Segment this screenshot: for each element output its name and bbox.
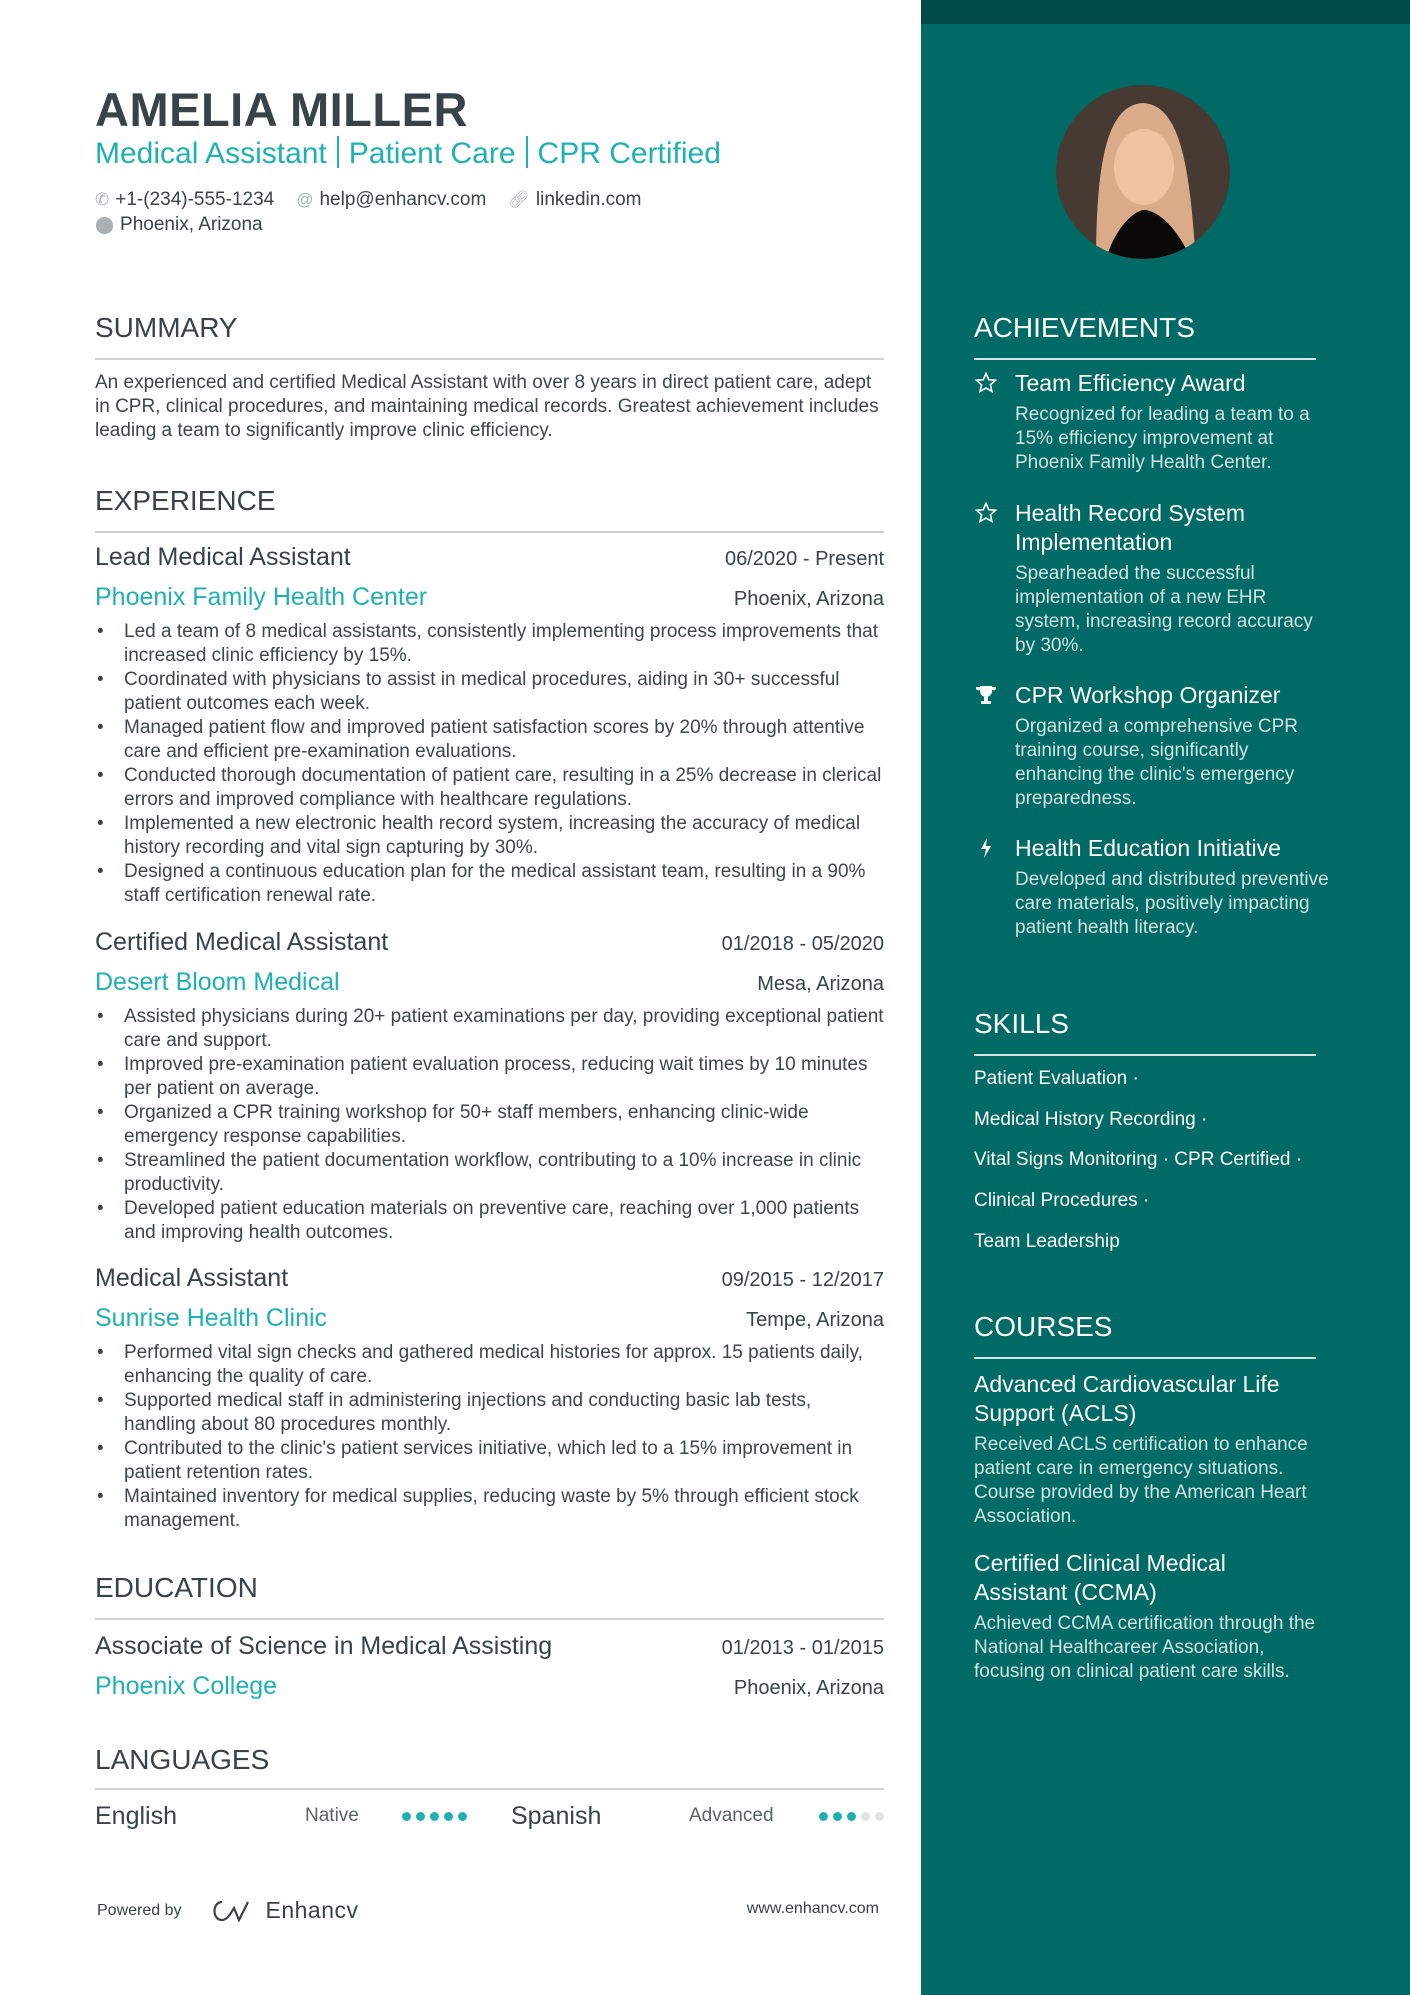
achievement-desc: Organized a comprehensive CPR training course, significantly enhancing the clinic's emergency preparedness. <box>1015 716 1299 809</box>
location-pin-icon: ⬤ <box>95 215 115 234</box>
language-rating <box>402 1812 467 1821</box>
profile-photo <box>1056 85 1230 259</box>
star-icon <box>974 501 998 525</box>
bullet: • Assisted physicians during 20+ patient examinations per day, providing exceptional patient care and support. <box>95 1005 884 1053</box>
rating-dot <box>402 1812 411 1821</box>
achievement-title: Health Education Initiative <box>1015 835 1281 861</box>
course-item <box>974 1370 1324 1529</box>
rating-dot <box>430 1812 439 1821</box>
bullet: • Improved pre-examination patient evaluation process, reducing wait times by 10 minutes per patient on average. <box>95 1053 884 1101</box>
bullet: • Organized a CPR training workshop for 50+ staff members, enhancing clinic-wide emergency response capabilities. <box>95 1101 884 1149</box>
headline-part: Medical Assistant <box>95 137 327 170</box>
footer-brand <box>97 1897 359 1924</box>
achievement-title: CPR Workshop Organizer <box>1015 682 1281 708</box>
language-name: Spanish <box>511 1802 602 1830</box>
sidebar-top-band <box>921 0 1410 24</box>
bullet: • Designed a continuous education plan for the medical assistant team, resulting in a 90% staff certification renewal rate. <box>95 860 884 908</box>
education-entry <box>95 1630 884 1702</box>
rating-dot <box>458 1812 467 1821</box>
enhancv-logo-icon <box>208 1898 256 1924</box>
powered-by: Powered by <box>97 1901 182 1919</box>
bullet: • Coordinated with physicians to assist in medical procedures, aiding in 30+ successful patient outcomes each week. <box>95 668 884 716</box>
contact-row <box>95 187 642 212</box>
rating-dot <box>833 1812 842 1821</box>
education-dates: 01/2013 - 01/2015 <box>721 1637 884 1659</box>
rating-dot <box>416 1812 425 1821</box>
job-title: Lead Medical Assistant <box>95 543 351 571</box>
language-item <box>511 1800 884 1832</box>
skill-line: Patient Evaluation · <box>974 1068 1139 1089</box>
bullet: • Contributed to the clinic's patient services initiative, which led to a 15% improvement in patient retention rates. <box>95 1437 884 1485</box>
job-dates: 06/2020 - Present <box>725 548 884 570</box>
divider <box>974 1357 1316 1359</box>
section-title-courses: COURSES <box>974 1311 1113 1342</box>
achievement-title: Team Efficiency Award <box>1015 370 1246 396</box>
section-title-languages: LANGUAGES <box>95 1744 270 1775</box>
section-title-summary: SUMMARY <box>95 312 238 343</box>
company-name: Phoenix Family Health Center <box>95 583 428 611</box>
section-title-experience: EXPERIENCE <box>95 485 276 516</box>
achievement-desc: Spearheaded the successful implementation of a new EHR system, increasing record accuracy by 30%. <box>1015 563 1313 656</box>
language-level: Native <box>305 1805 359 1826</box>
job-location: Tempe, Arizona <box>746 1309 884 1331</box>
job-bullets <box>95 620 884 908</box>
email[interactable]: help@enhancv.com <box>319 189 487 210</box>
summary-text: An experienced and certified Medical Assistant with over 8 years in direct patient care, adept in CPR, clinical procedures, and maintaining medical records. Greatest achievement includes leading a team to significantly improve clinic efficiency. <box>95 372 879 441</box>
bullet: • Led a team of 8 medical assistants, consistently implementing process improvements that increased clinic efficiency by 15%. <box>95 620 884 668</box>
bullet: • Supported medical staff in administering injections and conducting basic lab tests, handling about 80 procedures monthly. <box>95 1389 884 1437</box>
star-icon <box>974 371 998 395</box>
school-name: Phoenix College <box>95 1672 278 1700</box>
job-entry <box>95 1262 884 1533</box>
achievement-item <box>974 681 1334 811</box>
school-location: Phoenix, Arizona <box>733 1677 884 1699</box>
sidebar <box>921 0 1410 1995</box>
job-title: Medical Assistant <box>95 1264 289 1292</box>
bullet: • Managed patient flow and improved patient satisfaction scores by 20% through attentive care and efficient pre-examination evaluations. <box>95 716 884 764</box>
degree: Associate of Science in Medical Assisting <box>95 1632 553 1660</box>
languages-row <box>95 1800 884 1832</box>
achievement-item <box>974 369 1334 475</box>
headline-part: Patient Care <box>348 137 516 170</box>
brand-name: Enhancv <box>265 1897 359 1923</box>
achievement-desc: Recognized for leading a team to a 15% efficiency improvement at Phoenix Family Health Center. <box>1015 404 1310 473</box>
course-title: Advanced Cardiovascular Life Support (ACLS) <box>974 1371 1280 1426</box>
company-name: Sunrise Health Clinic <box>95 1304 328 1332</box>
candidate-name: AMELIA MILLER <box>95 83 468 136</box>
achievement-title: Health Record System Implementation <box>1015 500 1246 555</box>
linkedin-link[interactable]: linkedin.com <box>535 189 642 210</box>
language-name: English <box>95 1802 177 1830</box>
language-level: Advanced <box>689 1805 774 1826</box>
bullet: • Conducted thorough documentation of patient care, resulting in a 25% decrease in clerical errors and improved compliance with healthcare regulations. <box>95 764 884 812</box>
job-title: Certified Medical Assistant <box>95 928 389 956</box>
bullet: • Developed patient education materials on preventive care, reaching over 1,000 patients and improving health outcomes. <box>95 1197 884 1245</box>
job-entry <box>95 926 884 1245</box>
skill-line: Medical History Recording · <box>974 1109 1208 1130</box>
rating-dot <box>847 1812 856 1821</box>
bullet: • Implemented a new electronic health record system, increasing the accuracy of medical history recording and vital sign capturing by 30%. <box>95 812 884 860</box>
location-row <box>95 212 263 237</box>
course-item <box>974 1549 1324 1684</box>
section-title-skills: SKILLS <box>974 1008 1069 1039</box>
language-item <box>95 1800 467 1832</box>
bolt-icon <box>974 836 998 860</box>
divider <box>95 1618 884 1620</box>
job-entry <box>95 541 884 908</box>
headline-part: CPR Certified <box>537 137 721 170</box>
job-dates: 09/2015 - 12/2017 <box>721 1269 884 1291</box>
job-location: Phoenix, Arizona <box>733 588 884 610</box>
skill-line: Team Leadership <box>974 1231 1120 1252</box>
link-icon: 🔗︎ <box>508 190 530 209</box>
bullet: • Streamlined the patient documentation workflow, contributing to a 10% increase in clinic productivity. <box>95 1149 884 1197</box>
section-title-achievements: ACHIEVEMENTS <box>974 312 1195 343</box>
achievement-item <box>974 834 1334 940</box>
at-icon: @ <box>296 190 314 209</box>
rating-dot <box>861 1812 870 1821</box>
company-name: Desert Bloom Medical <box>95 968 340 996</box>
achievement-desc: Developed and distributed preventive care materials, positively impacting patient health literacy. <box>1015 869 1329 938</box>
course-desc: Received ACLS certification to enhance patient care in emergency situations. Course provided by the American Heart Association. <box>974 1434 1308 1527</box>
headline <box>95 135 721 173</box>
bullet: • Maintained inventory for medical supplies, reducing waste by 5% through efficient stock management. <box>95 1485 884 1533</box>
divider <box>974 1054 1316 1056</box>
course-desc: Achieved CCMA certification through the National Healthcareer Association, focusing on clinical patient care skills. <box>974 1613 1316 1682</box>
skill-line: Clinical Procedures · <box>974 1190 1150 1211</box>
job-location: Mesa, Arizona <box>757 973 884 995</box>
section-title-education: EDUCATION <box>95 1572 258 1603</box>
divider <box>974 358 1316 360</box>
divider <box>95 531 884 533</box>
trophy-icon <box>974 683 998 707</box>
main-column <box>95 0 884 1995</box>
job-dates: 01/2018 - 05/2020 <box>721 933 884 955</box>
rating-dot <box>444 1812 453 1821</box>
job-bullets <box>95 1005 884 1245</box>
bullet: • Performed vital sign checks and gathered medical histories for approx. 15 patients daily, enhancing the quality of care. <box>95 1341 884 1389</box>
phone-icon: ✆ <box>95 190 110 209</box>
skill-line: Vital Signs Monitoring · CPR Certified · <box>974 1149 1303 1170</box>
location: Phoenix, Arizona <box>120 214 263 235</box>
course-title: Certified Clinical Medical Assistant (CCMA) <box>974 1550 1226 1605</box>
rating-dot <box>819 1812 828 1821</box>
language-rating <box>819 1812 884 1821</box>
rating-dot <box>875 1812 884 1821</box>
phone[interactable]: +1-(234)-555-1234 <box>115 189 275 210</box>
achievement-item <box>974 499 1334 658</box>
divider <box>95 358 884 360</box>
job-bullets <box>95 1341 884 1533</box>
divider <box>95 1788 884 1790</box>
footer-url[interactable]: www.enhancv.com <box>746 1900 879 1917</box>
